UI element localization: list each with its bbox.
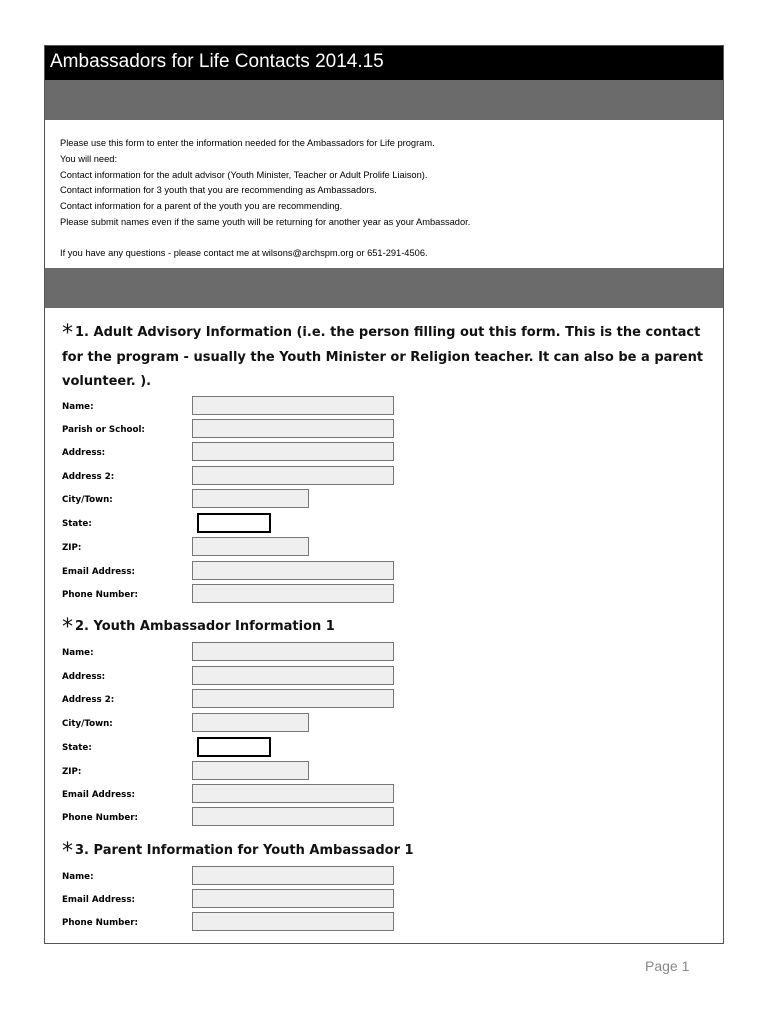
section-1-heading-text: 1. Adult Advisory Information (i.e. the person filling out this form. This is the contact for the program - usually the Youth Minister or Religion teacher. It can also be a parent volunteer. ).: [62, 325, 704, 389]
adult-city-input[interactable]: [192, 489, 309, 508]
title-bar: [45, 46, 723, 80]
label-name: Name:: [62, 648, 94, 658]
adult-zip-input[interactable]: [192, 537, 309, 556]
label-parish-school: Parish or School:: [62, 425, 145, 435]
section-3-heading-text: 3. Parent Information for Youth Ambassador 1: [75, 843, 414, 858]
adult-name-input[interactable]: [192, 396, 394, 415]
page-number: Page 1: [645, 958, 690, 974]
label-address: Address:: [62, 672, 106, 682]
label-name: Name:: [62, 872, 94, 882]
youth-name-input[interactable]: [192, 642, 394, 661]
page-title: Ambassadors for Life Contacts 2014.15: [50, 51, 384, 72]
label-name: Name:: [62, 402, 94, 412]
section-2-heading-text: 2. Youth Ambassador Information 1: [75, 619, 335, 634]
label-phone: Phone Number:: [62, 590, 138, 600]
section-divider-bar: [45, 268, 723, 308]
label-phone: Phone Number:: [62, 813, 138, 823]
parent-name-input[interactable]: [192, 866, 394, 885]
label-zip: ZIP:: [62, 767, 82, 777]
required-asterisk-icon: *: [62, 321, 73, 346]
intro-line: Contact information for 3 youth that you are recommending as Ambassadors.: [60, 185, 377, 196]
label-email: Email Address:: [62, 895, 135, 905]
intro-text: [60, 136, 710, 262]
parent-phone-input[interactable]: [192, 912, 394, 931]
youth-address-input[interactable]: [192, 666, 394, 685]
label-email: Email Address:: [62, 567, 135, 577]
adult-phone-input[interactable]: [192, 584, 394, 603]
required-asterisk-icon: *: [62, 839, 73, 864]
adult-email-input[interactable]: [192, 561, 394, 580]
contact-line: If you have any questions - please contact me at wilsons@archspm.org or 651-291-4506.: [60, 247, 428, 258]
section-2-heading: [62, 615, 712, 640]
label-address-2: Address 2:: [62, 695, 115, 705]
label-state: State:: [62, 519, 92, 529]
parent-email-input[interactable]: [192, 889, 394, 908]
adult-address2-input[interactable]: [192, 466, 394, 485]
youth-address2-input[interactable]: [192, 689, 394, 708]
label-email: Email Address:: [62, 790, 135, 800]
intro-line: You will need:: [60, 153, 118, 164]
adult-address-input[interactable]: [192, 442, 394, 461]
label-address: Address:: [62, 448, 106, 458]
intro-line: Please submit names even if the same youth will be returning for another year as your Ambassador.: [60, 216, 471, 227]
youth-email-input[interactable]: [192, 784, 394, 803]
required-asterisk-icon: *: [62, 615, 73, 640]
adult-state-input[interactable]: [197, 513, 271, 533]
header-divider-bar: [45, 80, 723, 120]
youth-city-input[interactable]: [192, 713, 309, 732]
label-city: City/Town:: [62, 495, 113, 505]
youth-state-input[interactable]: [197, 737, 271, 757]
section-1-heading: [62, 321, 712, 394]
label-phone: Phone Number:: [62, 918, 138, 928]
adult-parish-input[interactable]: [192, 419, 394, 438]
label-zip: ZIP:: [62, 543, 82, 553]
label-address-2: Address 2:: [62, 472, 115, 482]
intro-line: Contact information for the adult advisor (Youth Minister, Teacher or Adult Prolife Liaison).: [60, 169, 428, 180]
intro-line: Please use this form to enter the information needed for the Ambassadors for Life program.: [60, 138, 435, 148]
label-city: City/Town:: [62, 719, 113, 729]
label-state: State:: [62, 743, 92, 753]
intro-line: Contact information for a parent of the youth you are recommending.: [60, 201, 343, 212]
section-3-heading: [62, 839, 712, 864]
form-frame: [44, 45, 724, 944]
youth-phone-input[interactable]: [192, 807, 394, 826]
youth-zip-input[interactable]: [192, 761, 309, 780]
